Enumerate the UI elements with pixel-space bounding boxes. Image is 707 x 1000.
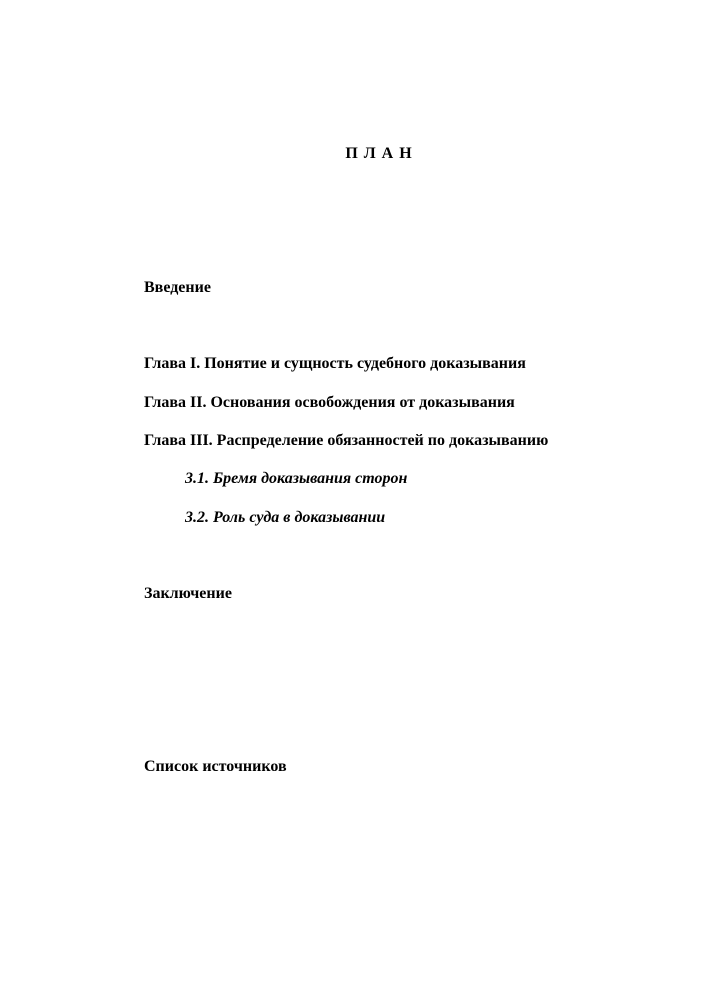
toc-item-introduction: Введение bbox=[144, 279, 211, 296]
toc-item-chapter-3: Глава III. Распределение обязанностей по доказыванию bbox=[144, 432, 549, 449]
toc-item-chapter-1: Глава I. Понятие и сущность судебного доказывания bbox=[144, 355, 526, 372]
page-title: П Л А Н bbox=[345, 145, 413, 162]
toc-item-sources: Список источников bbox=[144, 758, 287, 775]
toc-subitem-3-2: 3.2. Роль суда в доказывании bbox=[185, 509, 386, 526]
toc-subitem-3-1: 3.1. Бремя доказывания сторон bbox=[185, 470, 408, 487]
toc-item-chapter-2: Глава II. Основания освобождения от доказывания bbox=[144, 394, 515, 411]
toc-item-conclusion: Заключение bbox=[144, 585, 232, 602]
